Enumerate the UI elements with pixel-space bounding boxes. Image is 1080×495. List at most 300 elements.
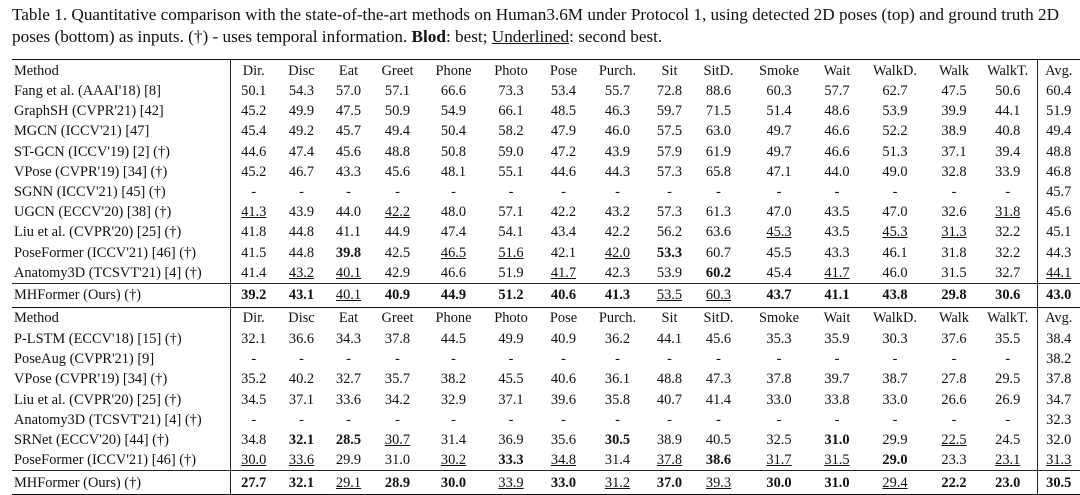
- metric-cell: [813, 142, 861, 162]
- metric-value: -: [716, 184, 721, 201]
- metric-cell: [692, 202, 745, 222]
- metric-cell: [813, 369, 861, 389]
- metric-value: 40.1: [335, 287, 362, 304]
- metric-cell: [371, 162, 424, 182]
- metric-value: 57.1: [384, 83, 411, 100]
- metric-value: 45.5: [766, 244, 792, 261]
- metric-cell: [745, 389, 813, 409]
- metric-cell: [483, 389, 539, 409]
- metric-cell: [424, 243, 483, 263]
- metric-cell: [277, 349, 326, 369]
- metric-value: -: [776, 351, 782, 368]
- metric-value: 35.9: [824, 330, 850, 347]
- metric-cell: [745, 81, 813, 101]
- metric-value: 58.2: [498, 123, 524, 140]
- metric-value: 50.6: [995, 83, 1021, 100]
- table-row: [12, 81, 1080, 101]
- metric-cell: [277, 121, 326, 141]
- metric-value: -: [834, 411, 840, 428]
- metric-cell: [861, 430, 929, 450]
- metric-cell: [371, 329, 424, 349]
- metric-value: 57.5: [656, 123, 683, 140]
- metric-value: 33.3: [498, 452, 524, 469]
- method-name: PoseAug (CVPR'21) [9]: [12, 349, 230, 369]
- metric-cell: [745, 369, 813, 389]
- metric-cell: [588, 450, 647, 471]
- metric-value: 34.8: [241, 431, 267, 448]
- metric-cell: [277, 243, 326, 263]
- metric-cell: [745, 263, 813, 284]
- metric-value: 32.1: [288, 474, 315, 491]
- metric-value: 29.9: [335, 452, 362, 469]
- metric-cell: [979, 182, 1037, 202]
- metric-cell: [588, 389, 647, 409]
- metric-cell: [424, 450, 483, 471]
- metric-value: 50.8: [440, 143, 467, 160]
- metric-cell: [979, 222, 1037, 242]
- metric-value: 32.8: [941, 163, 967, 180]
- metric-value: 50.4: [440, 123, 467, 140]
- metric-cell: [979, 450, 1037, 471]
- metric-value: 23.3: [941, 452, 967, 469]
- metric-value: -: [451, 184, 456, 201]
- metric-cell: [647, 81, 692, 101]
- metric-value: 37.8: [766, 371, 792, 388]
- metric-cell: [1037, 329, 1080, 349]
- metric-cell: [483, 202, 539, 222]
- column-header: Smoke: [759, 310, 799, 327]
- metric-cell: [647, 263, 692, 284]
- metric-value: 28.9: [384, 474, 411, 491]
- metric-value: 44.9: [384, 224, 411, 241]
- metric-cell: [230, 202, 277, 222]
- metric-value: 53.9: [656, 264, 683, 281]
- column-header: Eat: [338, 310, 359, 327]
- metric-value: -: [395, 411, 400, 428]
- metric-value: -: [615, 351, 620, 368]
- metric-cell: [929, 410, 979, 430]
- metric-value: 29.1: [335, 474, 362, 491]
- metric-value: 38.2: [440, 371, 467, 388]
- metric-cell: [692, 410, 745, 430]
- metric-cell: [539, 202, 588, 222]
- metric-value: 39.9: [941, 103, 967, 120]
- metric-value: -: [892, 351, 898, 368]
- metric-cell: [588, 369, 647, 389]
- metric-cell: [588, 202, 647, 222]
- metric-value: 31.0: [384, 452, 411, 469]
- metric-value: 35.2: [241, 371, 267, 388]
- metric-cell: [692, 430, 745, 450]
- column-header: Avg.: [1037, 60, 1080, 82]
- metric-value: 30.6: [995, 287, 1021, 304]
- metric-value: 30.5: [1046, 474, 1072, 491]
- metric-cell: [326, 329, 371, 349]
- column-header: Greet: [381, 310, 414, 327]
- metric-cell: [745, 101, 813, 121]
- metric-cell: [539, 142, 588, 162]
- metric-cell: [745, 162, 813, 182]
- metric-cell: [424, 430, 483, 450]
- metric-cell: [647, 283, 692, 307]
- metric-value: 44.3: [604, 163, 631, 180]
- metric-cell: [861, 81, 929, 101]
- metric-value: 34.8: [550, 452, 577, 469]
- metric-value: 36.6: [288, 330, 315, 347]
- metric-value: 41.7: [550, 264, 577, 281]
- metric-value: 29.8: [941, 287, 967, 304]
- metric-value: 51.2: [498, 287, 524, 304]
- metric-value: 49.7: [766, 143, 792, 160]
- metric-cell: [647, 202, 692, 222]
- metric-value: 36.9: [498, 431, 524, 448]
- metric-cell: [588, 81, 647, 101]
- metric-value: 30.7: [384, 431, 411, 448]
- metric-value: 32.2: [995, 224, 1021, 241]
- metric-value: 40.2: [288, 371, 315, 388]
- metric-cell: [692, 450, 745, 471]
- metric-value: 41.1: [335, 224, 362, 241]
- column-header: Purch.: [588, 60, 647, 82]
- metric-value: -: [251, 184, 257, 201]
- metric-value: 35.6: [550, 431, 577, 448]
- metric-cell: [813, 349, 861, 369]
- metric-value: 31.0: [824, 474, 850, 491]
- metric-value: 48.8: [656, 371, 683, 388]
- metric-cell: [326, 283, 371, 307]
- metric-value: 35.5: [995, 330, 1021, 347]
- metric-value: 55.7: [604, 83, 631, 100]
- metric-cell: [230, 389, 277, 409]
- method-name: SRNet (ECCV'20) [44] (†): [12, 430, 230, 450]
- metric-cell: [371, 410, 424, 430]
- metric-cell: [647, 101, 692, 121]
- metric-value: 44.3: [1046, 244, 1072, 261]
- metric-value: -: [395, 351, 400, 368]
- metric-value: 45.6: [1046, 204, 1072, 221]
- metric-value: 50.1: [241, 83, 267, 100]
- metric-cell: [588, 283, 647, 307]
- metric-value: 47.1: [766, 163, 792, 180]
- metric-value: -: [834, 351, 840, 368]
- metric-cell: [483, 450, 539, 471]
- metric-cell: [230, 142, 277, 162]
- metric-value: 39.2: [241, 287, 267, 304]
- metric-cell: [539, 410, 588, 430]
- metric-cell: [745, 329, 813, 349]
- metric-cell: [326, 222, 371, 242]
- metric-cell: [483, 142, 539, 162]
- metric-cell: [483, 329, 539, 349]
- metric-cell: [929, 283, 979, 307]
- metric-value: 46.7: [288, 163, 315, 180]
- metric-cell: [692, 471, 745, 495]
- metric-cell: [539, 471, 588, 495]
- metric-value: 39.7: [824, 371, 850, 388]
- metric-cell: [1037, 471, 1080, 495]
- metric-value: 41.1: [824, 287, 850, 304]
- metric-cell: [647, 450, 692, 471]
- metric-value: 30.2: [440, 452, 467, 469]
- table-row: [12, 450, 1080, 471]
- metric-value: 43.5: [824, 224, 850, 241]
- metric-cell: [424, 81, 483, 101]
- metric-cell: [371, 142, 424, 162]
- metric-value: 61.3: [705, 204, 732, 221]
- metric-cell: [745, 121, 813, 141]
- column-header: Avg.: [1037, 307, 1080, 329]
- table-row: [12, 389, 1080, 409]
- metric-value: 48.5: [550, 103, 577, 120]
- metric-cell: [745, 142, 813, 162]
- metric-value: 31.7: [766, 452, 792, 469]
- metric-cell: [483, 263, 539, 284]
- metric-cell: [692, 329, 745, 349]
- metric-cell: [588, 222, 647, 242]
- column-header: Walk: [938, 310, 969, 327]
- metric-value: 44.8: [288, 244, 315, 261]
- metric-cell: [1037, 202, 1080, 222]
- column-header: Disc: [288, 310, 315, 327]
- metric-cell: [979, 121, 1037, 141]
- metric-value: -: [299, 351, 304, 368]
- metric-value: 48.0: [440, 204, 467, 221]
- metric-cell: [813, 101, 861, 121]
- metric-value: 45.7: [335, 123, 362, 140]
- metric-value: -: [1005, 411, 1011, 428]
- metric-value: 72.8: [656, 83, 683, 100]
- metric-value: 45.7: [1046, 184, 1072, 201]
- table-row: [12, 162, 1080, 182]
- metric-value: 31.3: [941, 224, 967, 241]
- metric-value: 49.4: [1046, 123, 1072, 140]
- method-name: MHFormer (Ours) (†): [12, 471, 230, 495]
- metric-value: 42.9: [384, 264, 411, 281]
- metric-cell: [692, 243, 745, 263]
- table-row: [12, 349, 1080, 369]
- metric-value: 40.6: [550, 287, 577, 304]
- metric-value: 51.6: [498, 244, 524, 261]
- metric-cell: [483, 182, 539, 202]
- metric-cell: [539, 430, 588, 450]
- metric-cell: [979, 410, 1037, 430]
- metric-cell: [277, 471, 326, 495]
- metric-value: 42.3: [604, 264, 631, 281]
- column-header: Phone: [424, 60, 483, 82]
- metric-cell: [371, 101, 424, 121]
- method-name: Anatomy3D (TCSVT'21) [4] (†): [12, 410, 230, 430]
- metric-cell: [230, 471, 277, 495]
- metric-cell: [539, 349, 588, 369]
- metric-cell: [588, 162, 647, 182]
- metric-cell: [424, 349, 483, 369]
- metric-value: 40.7: [656, 391, 683, 408]
- ours-row: [12, 471, 1080, 495]
- metric-cell: [647, 389, 692, 409]
- metric-cell: [1037, 81, 1080, 101]
- method-name: ST-GCN (ICCV'19) [2] (†): [12, 142, 230, 162]
- metric-cell: [230, 369, 277, 389]
- metric-cell: [424, 369, 483, 389]
- metric-cell: [929, 369, 979, 389]
- metric-cell: [692, 349, 745, 369]
- metric-value: 30.0: [440, 474, 467, 491]
- metric-cell: [745, 182, 813, 202]
- metric-cell: [326, 410, 371, 430]
- metric-cell: [326, 182, 371, 202]
- column-header: WalkT.: [987, 310, 1029, 327]
- metric-cell: [861, 222, 929, 242]
- metric-value: 45.2: [241, 163, 267, 180]
- metric-value: 31.4: [604, 452, 631, 469]
- metric-value: -: [451, 411, 456, 428]
- metric-value: 43.9: [288, 204, 315, 221]
- metric-cell: [1037, 450, 1080, 471]
- metric-cell: [929, 202, 979, 222]
- metric-cell: [692, 81, 745, 101]
- metric-cell: [979, 430, 1037, 450]
- metric-cell: [588, 430, 647, 450]
- metric-value: 31.2: [604, 474, 631, 491]
- metric-value: 45.6: [335, 143, 362, 160]
- metric-cell: [326, 243, 371, 263]
- metric-cell: [979, 471, 1037, 495]
- metric-value: 54.9: [440, 103, 467, 120]
- metric-value: 49.9: [288, 103, 315, 120]
- metric-cell: [539, 222, 588, 242]
- metric-cell: [813, 162, 861, 182]
- metric-cell: [588, 142, 647, 162]
- metric-value: -: [251, 411, 257, 428]
- metric-cell: [539, 182, 588, 202]
- metric-cell: [813, 430, 861, 450]
- column-header: Phone: [435, 310, 472, 327]
- metric-cell: [692, 101, 745, 121]
- column-header: Wait: [813, 60, 861, 82]
- metric-cell: [979, 202, 1037, 222]
- metric-cell: [371, 222, 424, 242]
- table-row: [12, 182, 1080, 202]
- metric-value: 38.7: [882, 371, 908, 388]
- metric-cell: [371, 450, 424, 471]
- metric-cell: [277, 222, 326, 242]
- metric-cell: [813, 243, 861, 263]
- metric-value: 26.6: [941, 391, 967, 408]
- metric-value: 32.0: [1046, 431, 1072, 448]
- metric-cell: [1037, 101, 1080, 121]
- metric-value: 34.7: [1046, 391, 1072, 408]
- metric-value: 45.3: [882, 224, 908, 241]
- metric-cell: [1037, 263, 1080, 284]
- metric-value: 45.3: [766, 224, 792, 241]
- metric-value: 37.1: [288, 391, 315, 408]
- metric-cell: [813, 450, 861, 471]
- metric-value: -: [508, 184, 514, 201]
- metric-value: 49.0: [882, 163, 908, 180]
- metric-cell: [1037, 121, 1080, 141]
- metric-value: 46.6: [824, 143, 850, 160]
- metric-cell: [929, 101, 979, 121]
- metric-cell: [277, 369, 326, 389]
- metric-cell: [861, 243, 929, 263]
- metric-cell: [1037, 349, 1080, 369]
- metric-value: 44.5: [440, 330, 467, 347]
- metric-cell: [424, 182, 483, 202]
- metric-value: 41.8: [241, 224, 267, 241]
- metric-cell: [1037, 162, 1080, 182]
- metric-cell: [326, 202, 371, 222]
- metric-value: 52.2: [882, 123, 908, 140]
- table-row: [12, 101, 1080, 121]
- metric-cell: [371, 81, 424, 101]
- metric-value: 37.1: [941, 143, 967, 160]
- metric-value: 23.0: [995, 474, 1021, 491]
- metric-value: 65.8: [705, 163, 732, 180]
- metric-cell: [230, 450, 277, 471]
- metric-cell: [326, 471, 371, 495]
- metric-value: 38.6: [705, 452, 732, 469]
- metric-cell: [539, 101, 588, 121]
- metric-cell: [929, 263, 979, 284]
- metric-value: 31.0: [824, 431, 850, 448]
- metric-value: -: [951, 411, 957, 428]
- metric-value: 55.1: [498, 163, 524, 180]
- metric-cell: [230, 283, 277, 307]
- metric-cell: [326, 369, 371, 389]
- column-header: Walk: [929, 60, 979, 82]
- metric-value: 54.1: [498, 224, 524, 241]
- metric-cell: [277, 430, 326, 450]
- method-name: Liu et al. (CVPR'20) [25] (†): [12, 389, 230, 409]
- metric-cell: [745, 202, 813, 222]
- metric-value: 32.9: [440, 391, 467, 408]
- method-name: MHFormer (Ours) (†): [12, 283, 230, 307]
- metric-cell: [539, 369, 588, 389]
- metric-cell: [861, 369, 929, 389]
- metric-cell: [745, 243, 813, 263]
- metric-value: 60.4: [1046, 83, 1072, 100]
- metric-cell: [929, 430, 979, 450]
- metric-cell: [647, 182, 692, 202]
- metric-value: 57.3: [656, 163, 683, 180]
- caption-best-text: : best;: [445, 27, 492, 46]
- metric-value: 32.6: [941, 204, 967, 221]
- column-header: Method: [12, 60, 230, 82]
- metric-cell: [929, 471, 979, 495]
- caption-best-word: Blod: [411, 27, 446, 46]
- metric-value: 47.5: [941, 83, 967, 100]
- table-row: [12, 329, 1080, 349]
- metric-cell: [813, 389, 861, 409]
- metric-value: 42.2: [604, 224, 631, 241]
- metric-value: 30.3: [882, 330, 908, 347]
- metric-cell: [1037, 222, 1080, 242]
- method-name: VPose (CVPR'19) [34] (†): [12, 369, 230, 389]
- metric-cell: [539, 450, 588, 471]
- metric-value: 49.4: [384, 123, 411, 140]
- metric-value: 57.3: [656, 204, 683, 221]
- metric-cell: [371, 369, 424, 389]
- ours-row: [12, 283, 1080, 307]
- metric-cell: [692, 121, 745, 141]
- metric-cell: [929, 243, 979, 263]
- metric-value: -: [346, 351, 351, 368]
- metric-cell: [647, 369, 692, 389]
- metric-cell: [230, 329, 277, 349]
- metric-value: 46.0: [604, 123, 631, 140]
- metric-cell: [326, 389, 371, 409]
- method-name: GraphSH (CVPR'21) [42]: [12, 101, 230, 121]
